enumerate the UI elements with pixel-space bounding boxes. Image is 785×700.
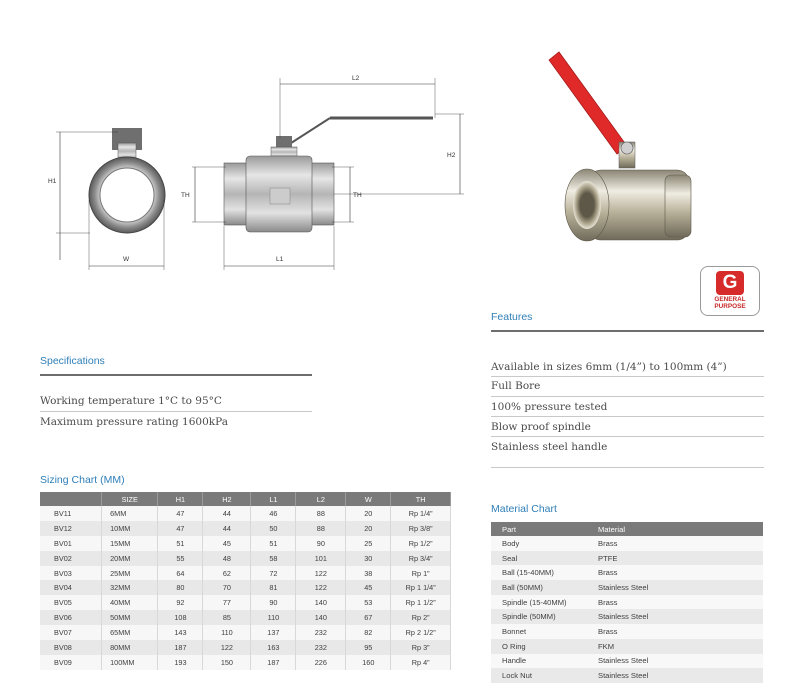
material-cell: Stainless Steel — [587, 580, 763, 595]
part-cell: Spindle (50MM) — [491, 609, 587, 624]
feature-line-4: Blow proof spindle — [491, 421, 591, 433]
table-row — [40, 655, 451, 670]
table-row — [40, 580, 451, 595]
l1-label: L1 — [276, 256, 284, 263]
part-cell: O Ring — [491, 639, 587, 654]
divider — [491, 396, 764, 397]
table-cell: 47 — [158, 506, 203, 521]
table-cell: BV11 — [40, 506, 102, 521]
table-cell: Rp 1/2” — [391, 536, 451, 551]
table-cell: 45 — [203, 536, 251, 551]
specifications-title: Specifications — [40, 355, 105, 367]
badge-text — [701, 296, 759, 310]
table-cell: BV01 — [40, 536, 102, 551]
feature-line-5: Stainless steel handle — [491, 441, 608, 453]
sizing-header-cell: H1 — [158, 492, 203, 506]
table-row — [40, 640, 451, 655]
table-cell: BV06 — [40, 610, 102, 625]
table-row — [40, 506, 451, 521]
table-cell: 25MM — [102, 566, 158, 581]
table-cell: 122 — [296, 566, 346, 581]
table-cell: 40MM — [102, 595, 158, 610]
table-cell: 45 — [346, 580, 391, 595]
table-cell: 20 — [346, 521, 391, 536]
table-cell: 67 — [346, 610, 391, 625]
sizing-header-cell: TH — [391, 492, 451, 506]
material-cell: PTFE — [587, 551, 763, 566]
spec-line-2: Maximum pressure rating 1600kPa — [40, 416, 228, 428]
table-cell: Rp 2 1/2” — [391, 625, 451, 640]
table-cell: BV12 — [40, 521, 102, 536]
badge-line-1: GENERAL — [714, 296, 746, 303]
material-cell: Stainless Steel — [587, 654, 763, 669]
table-cell: Rp 3/4” — [391, 551, 451, 566]
table-cell: Rp 2” — [391, 610, 451, 625]
table-cell: 6MM — [102, 506, 158, 521]
table-row — [40, 595, 451, 610]
material-cell: Brass — [587, 624, 763, 639]
table-row — [40, 551, 451, 566]
front-view — [181, 75, 464, 270]
feature-line-3: 100% pressure tested — [491, 401, 608, 413]
sizing-table — [40, 492, 451, 670]
features-title: Features — [491, 311, 533, 323]
table-cell: 160 — [346, 655, 391, 670]
sizing-header-cell: L2 — [296, 492, 346, 506]
l2-label: L2 — [352, 75, 360, 82]
features-rule — [491, 330, 764, 332]
badge-letter: G — [716, 271, 744, 295]
table-cell: 58 — [251, 551, 296, 566]
table-cell: BV02 — [40, 551, 102, 566]
table-cell: 44 — [203, 521, 251, 536]
table-cell: 72 — [251, 566, 296, 581]
table-cell: 20MM — [102, 551, 158, 566]
table-cell: 25 — [346, 536, 391, 551]
table-cell: 140 — [296, 595, 346, 610]
table-cell: 51 — [251, 536, 296, 551]
table-row — [40, 610, 451, 625]
table-cell: 53 — [346, 595, 391, 610]
material-cell: FKM — [587, 639, 763, 654]
table-cell: Rp 4” — [391, 655, 451, 670]
table-cell: 51 — [158, 536, 203, 551]
table-cell: Rp 1 1/4” — [391, 580, 451, 595]
h2-label: H2 — [447, 152, 456, 159]
th-right-label: TH — [353, 192, 362, 199]
table-cell: 32MM — [102, 580, 158, 595]
table-cell: 81 — [251, 580, 296, 595]
table-row — [491, 639, 763, 654]
part-cell: Seal — [491, 551, 587, 566]
table-cell: Rp 1 1/2” — [391, 595, 451, 610]
material-cell: Brass — [587, 536, 763, 551]
sizing-chart-title: Sizing Chart (MM) — [40, 474, 125, 486]
table-cell: 110 — [251, 610, 296, 625]
table-cell: 50MM — [102, 610, 158, 625]
feature-line-1: Available in sizes 6mm (1/4”) to 100mm (4”) — [491, 361, 727, 373]
sizing-header-cell: SIZE — [102, 492, 158, 506]
table-cell: Rp 3” — [391, 640, 451, 655]
table-cell: 82 — [346, 625, 391, 640]
part-cell: Ball (50MM) — [491, 580, 587, 595]
table-cell: 20 — [346, 506, 391, 521]
table-cell: BV09 — [40, 655, 102, 670]
table-cell: 108 — [158, 610, 203, 625]
table-cell: 10MM — [102, 521, 158, 536]
material-cell: Brass — [587, 565, 763, 580]
material-cell: Brass — [587, 595, 763, 610]
part-cell: Spindle (15-40MM) — [491, 595, 587, 610]
sizing-header-cell: L1 — [251, 492, 296, 506]
sizing-header-row — [40, 492, 451, 506]
table-row — [491, 609, 763, 624]
table-cell: 122 — [296, 580, 346, 595]
general-purpose-badge — [700, 266, 760, 316]
table-row — [491, 595, 763, 610]
table-cell: 232 — [296, 640, 346, 655]
part-cell: Bonnet — [491, 624, 587, 639]
table-cell: 46 — [251, 506, 296, 521]
table-row — [491, 536, 763, 551]
table-cell: 70 — [203, 580, 251, 595]
table-row — [491, 565, 763, 580]
table-cell: 62 — [203, 566, 251, 581]
th-left-label: TH — [181, 192, 190, 199]
material-header-row — [491, 522, 763, 536]
divider — [491, 467, 764, 468]
table-cell: 92 — [158, 595, 203, 610]
table-row — [491, 668, 763, 683]
table-cell: 110 — [203, 625, 251, 640]
table-cell: 95 — [346, 640, 391, 655]
table-cell: 50 — [251, 521, 296, 536]
table-row — [491, 551, 763, 566]
table-cell: 100MM — [102, 655, 158, 670]
table-cell: 90 — [296, 536, 346, 551]
table-cell: 65MM — [102, 625, 158, 640]
table-cell: 88 — [296, 506, 346, 521]
part-cell: Ball (15-40MM) — [491, 565, 587, 580]
table-cell: 47 — [158, 521, 203, 536]
table-cell: BV08 — [40, 640, 102, 655]
table-row — [40, 521, 451, 536]
table-cell: BV07 — [40, 625, 102, 640]
table-cell: Rp 1/4” — [391, 506, 451, 521]
table-cell: 140 — [296, 610, 346, 625]
material-cell: Stainless Steel — [587, 668, 763, 683]
table-row — [491, 580, 763, 595]
side-view — [48, 128, 165, 270]
table-cell: 150 — [203, 655, 251, 670]
table-cell: 15MM — [102, 536, 158, 551]
table-cell: BV03 — [40, 566, 102, 581]
feature-line-2: Full Bore — [491, 380, 541, 392]
table-cell: 80MM — [102, 640, 158, 655]
table-cell: 226 — [296, 655, 346, 670]
divider — [491, 376, 764, 377]
table-cell: 85 — [203, 610, 251, 625]
table-cell: 101 — [296, 551, 346, 566]
table-cell: 122 — [203, 640, 251, 655]
table-row — [40, 566, 451, 581]
table-cell: 137 — [251, 625, 296, 640]
h1-label: H1 — [48, 178, 57, 185]
table-cell: 187 — [158, 640, 203, 655]
material-table — [491, 522, 763, 683]
ball-valve-product-image — [545, 50, 705, 260]
table-row — [40, 625, 451, 640]
table-cell: 163 — [251, 640, 296, 655]
table-cell: Rp 1” — [391, 566, 451, 581]
table-row — [491, 624, 763, 639]
part-cell: Lock Nut — [491, 668, 587, 683]
table-cell: 187 — [251, 655, 296, 670]
specifications-rule — [40, 374, 312, 376]
table-row — [40, 536, 451, 551]
table-cell: 48 — [203, 551, 251, 566]
divider — [491, 436, 764, 437]
sizing-header-cell: H2 — [203, 492, 251, 506]
table-cell: Rp 3/8” — [391, 521, 451, 536]
part-cell: Handle — [491, 654, 587, 669]
spec-line-1: Working temperature 1°C to 95°C — [40, 395, 222, 407]
material-cell: Stainless Steel — [587, 609, 763, 624]
table-cell: 88 — [296, 521, 346, 536]
table-row — [491, 654, 763, 669]
badge-line-2: PURPOSE — [714, 303, 746, 310]
table-cell: 44 — [203, 506, 251, 521]
table-cell: 55 — [158, 551, 203, 566]
table-cell: BV04 — [40, 580, 102, 595]
table-cell: 80 — [158, 580, 203, 595]
divider — [491, 416, 764, 417]
material-chart-title: Material Chart — [491, 503, 557, 515]
table-cell: 38 — [346, 566, 391, 581]
material-header-part: Part — [491, 522, 587, 536]
divider — [40, 411, 312, 412]
w-label: W — [123, 256, 130, 263]
table-cell: 77 — [203, 595, 251, 610]
table-cell: 90 — [251, 595, 296, 610]
part-cell: Body — [491, 536, 587, 551]
table-cell: 232 — [296, 625, 346, 640]
table-cell: BV05 — [40, 595, 102, 610]
table-cell: 193 — [158, 655, 203, 670]
table-cell: 30 — [346, 551, 391, 566]
table-cell: 64 — [158, 566, 203, 581]
sizing-header-cell — [40, 492, 102, 506]
material-header-material: Material — [587, 522, 763, 536]
technical-drawing — [40, 70, 480, 280]
sizing-header-cell: W — [346, 492, 391, 506]
table-cell: 143 — [158, 625, 203, 640]
